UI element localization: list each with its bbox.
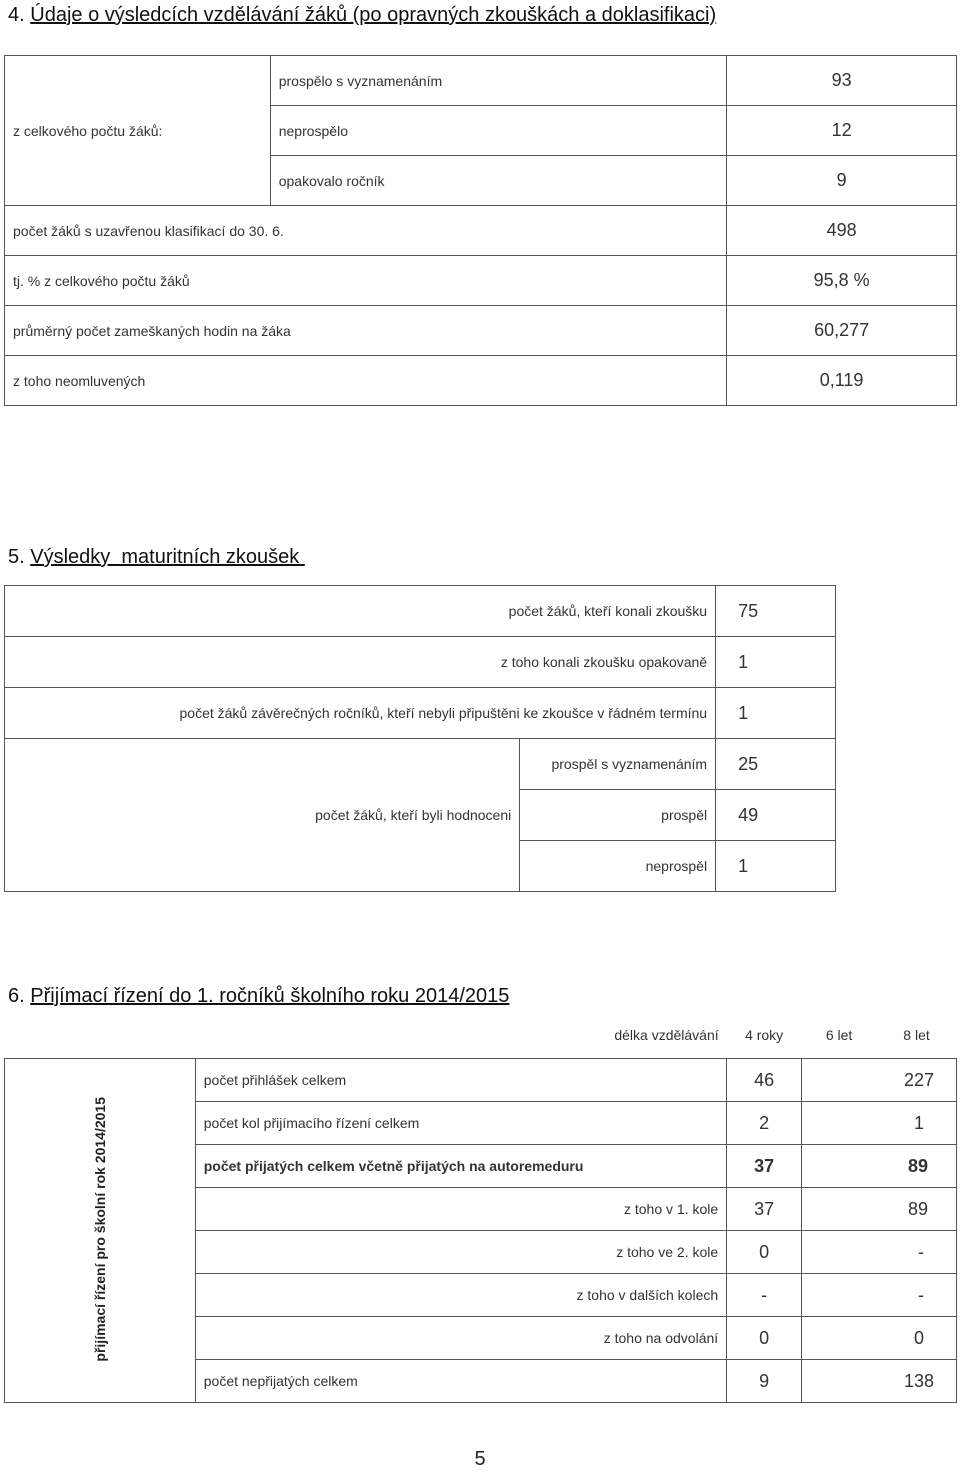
row-label: prospěl s vyznamenáním <box>520 739 716 790</box>
row-label: počet přijatých celkem včetně přijatých na autoremeduru <box>195 1145 726 1188</box>
results-table <box>4 55 957 406</box>
row-value: 1 <box>716 841 836 892</box>
table-row <box>5 1059 957 1102</box>
row-value: 49 <box>716 790 836 841</box>
table-row <box>5 586 836 637</box>
value-4-years: 2 <box>727 1102 802 1145</box>
row-value: 12 <box>727 106 957 156</box>
row-value: 75 <box>716 586 836 637</box>
evaluated-pupils-label: počet žáků, kteří byli hodnoceni <box>5 739 520 892</box>
row-label: z toho v dalších kolech <box>195 1274 726 1317</box>
row-value: 25 <box>716 739 836 790</box>
value-8-years: 1 <box>802 1102 957 1145</box>
row-label: neprospělo <box>270 106 726 156</box>
row-label: počet žáků závěrečných ročníků, kteří nebyli připuštěni ke zkoušce v řádném termínu <box>5 688 716 739</box>
row-value: 1 <box>716 688 836 739</box>
row-label: opakovalo ročník <box>270 156 726 206</box>
row-value: 9 <box>727 156 957 206</box>
header-col-4-years: 4 roky <box>745 1027 784 1043</box>
row-value: 95,8 % <box>727 256 957 306</box>
value-8-years: - <box>802 1274 957 1317</box>
row-label: prospělo s vyznamenáním <box>270 56 726 106</box>
table-row <box>5 1012 957 1059</box>
section-5-title: Výsledky maturitních zkoušek <box>30 546 305 568</box>
table-row <box>5 56 957 106</box>
value-8-years: 227 <box>802 1059 957 1102</box>
value-8-years: 138 <box>802 1360 957 1403</box>
row-label: z toho konali zkoušku opakovaně <box>5 637 716 688</box>
section-6-heading <box>8 985 509 1008</box>
row-label: z toho ve 2. kole <box>195 1231 726 1274</box>
page-number: 5 <box>474 1448 486 1470</box>
header-col-6-years: 6 let <box>825 1027 853 1043</box>
table-row <box>5 306 957 356</box>
value-4-years: - <box>727 1274 802 1317</box>
header-label: délka vzdělávání <box>614 1027 719 1043</box>
section-4-heading <box>8 4 716 27</box>
total-pupils-label: z celkového počtu žáků: <box>5 56 271 206</box>
row-label: z toho v 1. kole <box>195 1188 726 1231</box>
row-label: neprospěl <box>520 841 716 892</box>
section-6-number: 6. <box>8 985 25 1007</box>
table-row <box>5 637 836 688</box>
exam-results-table <box>4 585 836 892</box>
section-4-number: 4. <box>8 4 25 26</box>
row-value: 60,277 <box>727 306 957 356</box>
row-label: prospěl <box>520 790 716 841</box>
empty-cell <box>5 1012 196 1059</box>
row-label: průměrný počet zameškaných hodin na žáka <box>5 306 727 356</box>
row-label: z toho na odvolání <box>195 1317 726 1360</box>
row-value: 93 <box>727 56 957 106</box>
section-5-number: 5. <box>8 546 25 568</box>
table-row <box>5 256 957 306</box>
table-row <box>5 688 836 739</box>
row-label: z toho neomluvených <box>5 356 727 406</box>
vertical-label-cell <box>5 1059 196 1403</box>
section-5-heading <box>8 546 305 569</box>
value-4-years: 46 <box>727 1059 802 1102</box>
value-8-years: - <box>802 1231 957 1274</box>
section-4-title: Údaje o výsledcích vzdělávání žáků (po opravných zkouškách a doklasifikaci) <box>30 4 717 26</box>
row-value: 0,119 <box>727 356 957 406</box>
section-6-title: Přijímací řízení do 1. ročníků školního roku 2014/2015 <box>30 985 510 1007</box>
value-8-years: 0 <box>802 1317 957 1360</box>
row-value: 498 <box>727 206 957 256</box>
value-8-years: 89 <box>802 1188 957 1231</box>
value-8-years: 89 <box>802 1145 957 1188</box>
vertical-label: přijímací řízení pro školní rok 2014/2015 <box>91 1096 108 1362</box>
row-label: počet nepřijatých celkem <box>195 1360 726 1403</box>
row-label: počet žáků s uzavřenou klasifikací do 30. 6. <box>5 206 727 256</box>
row-value: 1 <box>716 637 836 688</box>
table-row <box>5 356 957 406</box>
header-col-8-years: 8 let <box>903 1027 930 1043</box>
value-4-years: 0 <box>727 1317 802 1360</box>
table-row <box>5 739 836 790</box>
row-label: počet přihlášek celkem <box>195 1059 726 1102</box>
row-label: počet žáků, kteří konali zkoušku <box>5 586 716 637</box>
admission-table <box>4 1012 957 1403</box>
row-label: tj. % z celkového počtu žáků <box>5 256 727 306</box>
value-4-years: 37 <box>727 1188 802 1231</box>
row-label: počet kol přijímacího řízení celkem <box>195 1102 726 1145</box>
value-4-years: 37 <box>727 1145 802 1188</box>
value-4-years: 0 <box>727 1231 802 1274</box>
value-4-years: 9 <box>727 1360 802 1403</box>
table-row <box>5 206 957 256</box>
